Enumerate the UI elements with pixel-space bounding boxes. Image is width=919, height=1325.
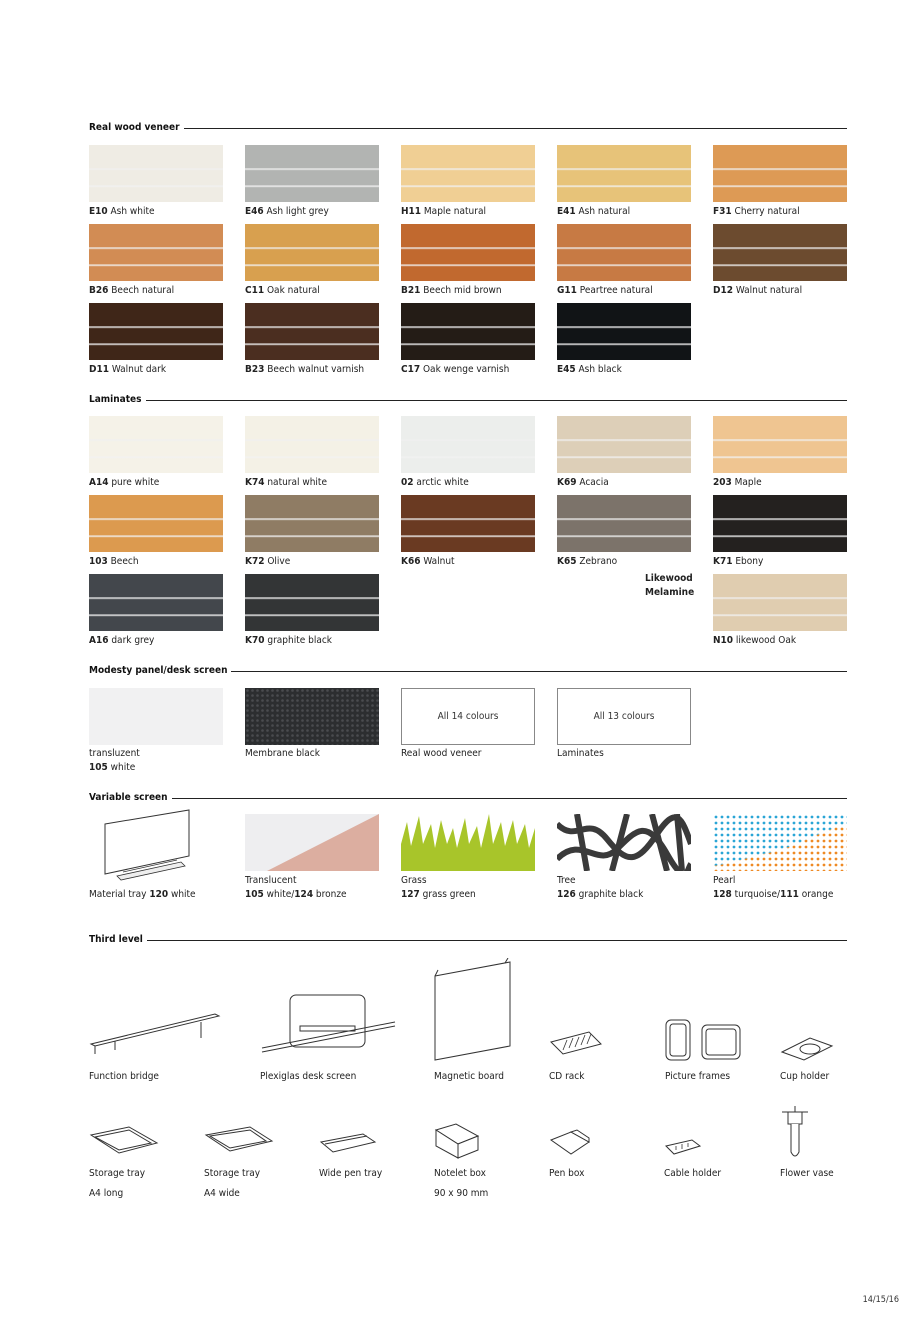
item-caption: CD rack (549, 1071, 585, 1082)
swatch-103 (89, 495, 223, 552)
swatch-k72 (245, 495, 379, 552)
likewood-label: Likewood Melamine (645, 573, 695, 598)
swatch-d12 (713, 224, 847, 281)
swatch-caption: Membrane black (245, 748, 320, 759)
section-title-variable: Variable screen (89, 792, 172, 803)
swatch-d11 (89, 303, 223, 360)
swatch-caption: Material tray 120 white (89, 889, 196, 900)
storage-tray-long-icon (89, 1125, 159, 1155)
material-tray-icon (89, 806, 199, 886)
swatch-caption: K66 Walnut (401, 556, 455, 567)
swatch-caption: E45 Ash black (557, 364, 622, 375)
wide-pen-tray-icon (319, 1132, 379, 1158)
swatch-caption: B26 Beech natural (89, 285, 175, 296)
section-title-laminates: Laminates (89, 394, 146, 405)
tree-swatch (557, 814, 691, 871)
pearl-swatch (713, 814, 847, 871)
all-colours-box: All 14 colours (401, 688, 535, 745)
swatch-02 (401, 416, 535, 473)
swatch-caption: G11 Peartree natural (557, 285, 653, 296)
swatch-caption: N10 likewood Oak (713, 635, 797, 646)
swatch-c11 (245, 224, 379, 281)
swatch-caption: Grass 127 grass green (401, 875, 476, 900)
plexiglas-screen-icon (260, 990, 400, 1060)
swatch-e46 (245, 145, 379, 202)
page-number: 14/15/16 (862, 1295, 899, 1305)
swatch-caption: H11 Maple natural (401, 206, 486, 217)
cup-holder-icon (780, 1032, 835, 1062)
swatch-k65 (557, 495, 691, 552)
swatch-caption: 02 arctic white (401, 477, 469, 488)
all-colours-box: All 13 colours (557, 688, 691, 745)
swatch-caption: transluzent 105 white (89, 748, 140, 773)
item-caption: Cup holder (780, 1071, 830, 1082)
swatch-caption: D12 Walnut natural (713, 285, 803, 296)
function-bridge-icon (89, 1010, 224, 1060)
swatch-e45 (557, 303, 691, 360)
item-caption: Storage tray A4 long (89, 1168, 146, 1199)
swatch-caption: K71 Ebony (713, 556, 764, 567)
swatch-k69 (557, 416, 691, 473)
swatch-k71 (713, 495, 847, 552)
item-caption: Storage tray A4 wide (204, 1168, 261, 1199)
swatch-c17 (401, 303, 535, 360)
swatch-b26 (89, 224, 223, 281)
swatch-k66 (401, 495, 535, 552)
swatch-caption: A16 dark grey (89, 635, 155, 646)
swatch-caption: 103 Beech (89, 556, 139, 567)
section-title-real-wood: Real wood veneer (89, 122, 184, 133)
swatch-transluzent-white (89, 688, 223, 745)
swatch-caption: K72 Olive (245, 556, 291, 567)
item-caption: Magnetic board (434, 1071, 505, 1082)
swatch-caption: Tree 126 graphite black (557, 875, 644, 900)
swatch-k74 (245, 416, 379, 473)
swatch-caption: F31 Cherry natural (713, 206, 800, 217)
swatch-g11 (557, 224, 691, 281)
section-rule (89, 798, 847, 799)
pen-box-icon (549, 1128, 594, 1160)
item-caption: Cable holder (664, 1168, 722, 1179)
swatch-caption: C17 Oak wenge varnish (401, 364, 510, 375)
swatch-caption: C11 Oak natural (245, 285, 320, 296)
flower-vase-icon (780, 1104, 810, 1164)
item-caption: Pen box (549, 1168, 585, 1179)
swatch-caption: Translucent 105 white/124 bronze (245, 875, 347, 900)
magnetic-board-icon (430, 958, 520, 1063)
swatch-k70 (245, 574, 379, 631)
swatch-caption: Real wood veneer (401, 748, 482, 759)
swatch-caption: E41 Ash natural (557, 206, 631, 217)
swatch-h11 (401, 145, 535, 202)
section-rule (89, 128, 847, 129)
storage-tray-wide-icon (204, 1125, 274, 1155)
swatch-caption: B23 Beech walnut varnish (245, 364, 365, 375)
section-title-third-level: Third level (89, 934, 147, 945)
section-rule (89, 940, 847, 941)
section-title-modesty: Modesty panel/desk screen (89, 665, 231, 676)
membrane-texture (245, 688, 379, 745)
swatch-e10 (89, 145, 223, 202)
picture-frames-icon (664, 1015, 744, 1065)
swatch-caption: E46 Ash light grey (245, 206, 329, 217)
cable-holder-icon (664, 1138, 704, 1158)
swatch-caption: B21 Beech mid brown (401, 285, 502, 296)
item-caption: Picture frames (665, 1071, 731, 1082)
swatch-203 (713, 416, 847, 473)
swatch-caption: D11 Walnut dark (89, 364, 167, 375)
section-rule (89, 400, 847, 401)
item-caption: Plexiglas desk screen (260, 1071, 357, 1082)
swatch-caption: E10 Ash white (89, 206, 155, 217)
grass-swatch (401, 814, 535, 871)
swatch-n10 (713, 574, 847, 631)
swatch-b21 (401, 224, 535, 281)
notelet-box-icon (434, 1122, 494, 1162)
swatch-caption: K70 graphite black (245, 635, 332, 646)
translucent-swatch (245, 814, 379, 871)
swatch-b23 (245, 303, 379, 360)
swatch-e41 (557, 145, 691, 202)
swatch-caption: Laminates (557, 748, 604, 759)
swatch-caption: K74 natural white (245, 477, 327, 488)
swatch-caption: K65 Zebrano (557, 556, 618, 567)
swatch-membrane-black (245, 688, 379, 745)
swatch-a16 (89, 574, 223, 631)
swatch-f31 (713, 145, 847, 202)
item-caption: Function bridge (89, 1071, 159, 1082)
swatch-caption: 203 Maple (713, 477, 762, 488)
item-caption: Wide pen tray (319, 1168, 383, 1179)
cd-rack-icon (549, 1030, 604, 1060)
swatch-a14 (89, 416, 223, 473)
swatch-caption: K69 Acacia (557, 477, 609, 488)
swatch-caption: Pearl 128 turquoise/111 orange (713, 875, 834, 900)
item-caption: Notelet box 90 x 90 mm (434, 1168, 489, 1199)
item-caption: Flower vase (780, 1168, 834, 1179)
swatch-caption: A14 pure white (89, 477, 160, 488)
